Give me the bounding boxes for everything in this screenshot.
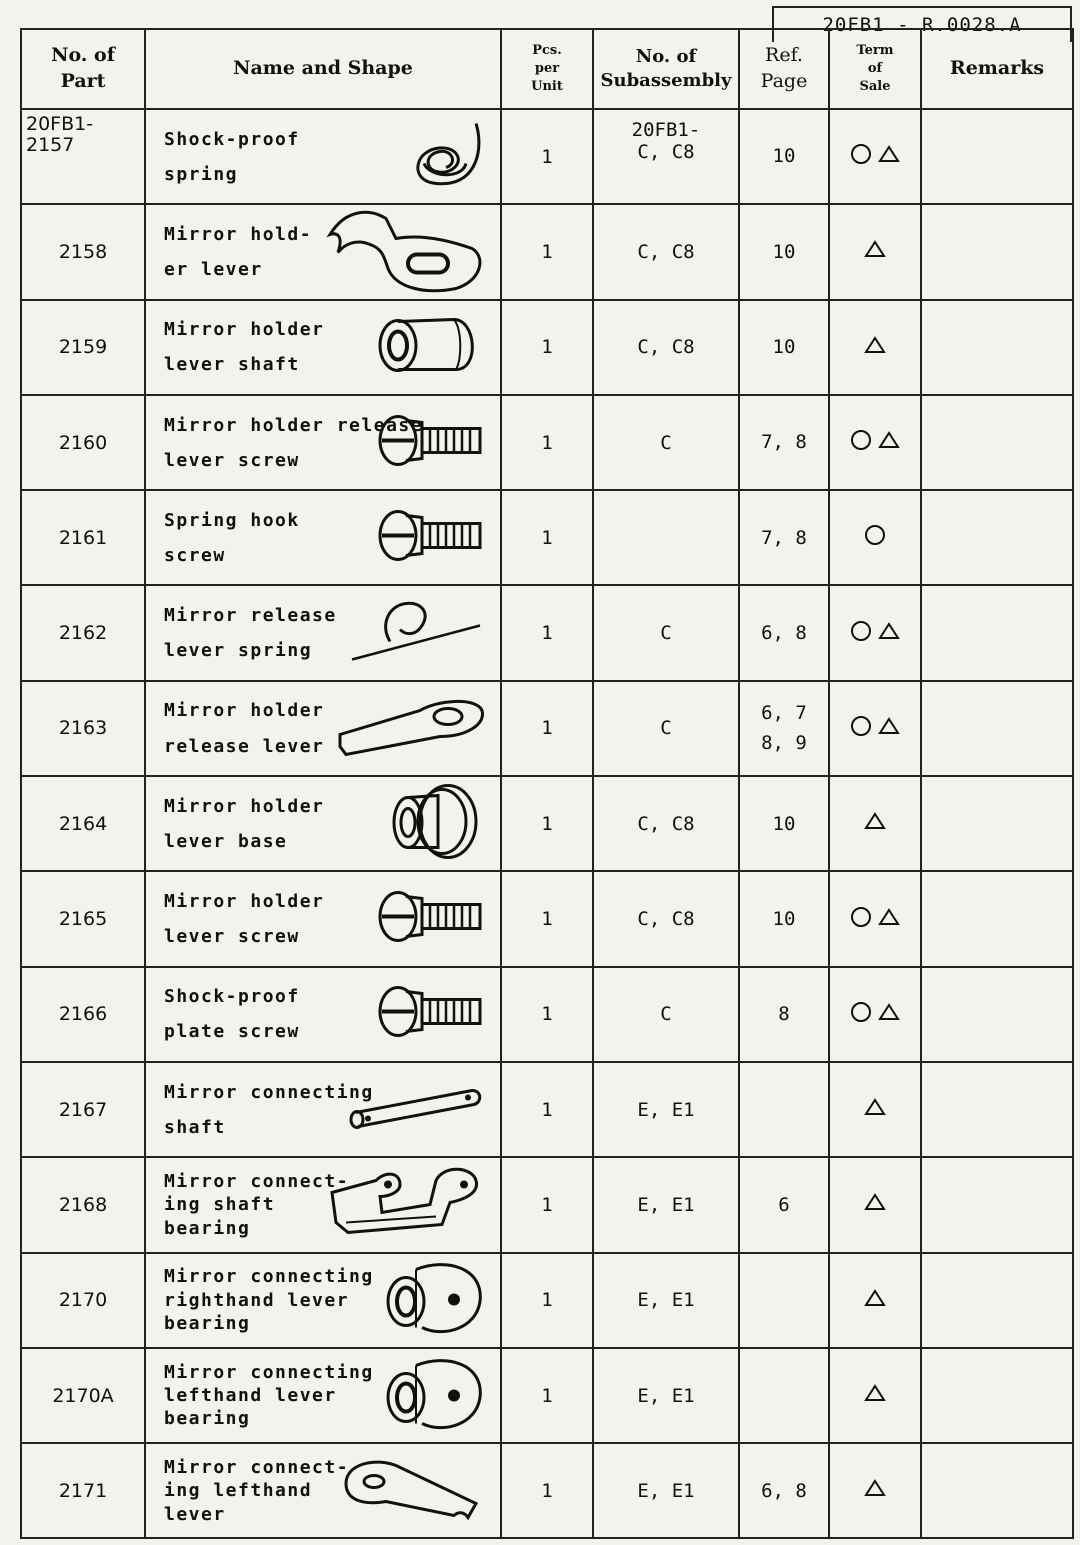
remarks [921,1062,1073,1157]
subassembly: C, C8 [593,300,739,395]
bearing-icon [376,1353,486,1438]
term-triangle-icon [878,144,900,169]
term-triangle-icon [878,430,900,455]
document-code: 20FB1 - R.0028.A [772,6,1072,42]
part-name: Mirror connecting lefthand lever bearing [164,1361,374,1430]
subassembly: C, C8 [593,204,739,299]
part-number: 2170 [21,1253,145,1348]
term-of-sale [829,395,921,490]
part-number: 2164 [21,776,145,871]
remarks [921,490,1073,585]
ref-page: 10 [739,776,829,871]
ref-page: 7, 8 [739,490,829,585]
part-number: 20FB1- 2157 [21,109,145,204]
pieces-per-unit: 1 [501,1157,593,1252]
term-of-sale [829,871,921,966]
base-icon [386,781,486,866]
pieces-per-unit: 1 [501,395,593,490]
table-row [21,395,1073,490]
pieces-per-unit: 1 [501,585,593,680]
part-number: 2168 [21,1157,145,1252]
pieces-per-unit: 1 [501,967,593,1062]
remarks [921,871,1073,966]
part-name-shape [145,871,501,966]
part-name-shape [145,1157,501,1252]
pieces-per-unit: 1 [501,1062,593,1157]
remarks [921,1253,1073,1348]
subassembly: E, E1 [593,1443,739,1538]
table-row [21,1443,1073,1538]
part-name: Mirror connect- ing lefthand lever [164,1456,350,1525]
term-triangle-icon [864,811,886,836]
parts-table [20,28,1074,1539]
table-row [21,1253,1073,1348]
term-of-sale [829,1348,921,1443]
term-of-sale [829,490,921,585]
table-row [21,1348,1073,1443]
ref-page: 10 [739,109,829,204]
ref-page: 10 [739,204,829,299]
part-number: 2159 [21,300,145,395]
part-name-shape [145,490,501,585]
part-name: Mirror connecting righthand lever bearing [164,1266,374,1334]
remarks [921,1157,1073,1252]
term-of-sale [829,109,921,204]
part-name: Spring hook screw [164,509,300,566]
pieces-per-unit: 1 [501,871,593,966]
part-name: Mirror release lever spring [164,605,337,662]
ref-page: 7, 8 [739,395,829,490]
pieces-per-unit: 1 [501,1348,593,1443]
subassembly: C [593,585,739,680]
bearing-icon [376,1258,486,1343]
part-name-shape [145,1253,501,1348]
table-row [21,1157,1073,1252]
term-triangle-icon [878,716,900,741]
part-number: 2160 [21,395,145,490]
part-name: Mirror connect- ing shaft bearing [164,1170,350,1239]
screw-icon [376,887,486,952]
part-number: 2158 [21,204,145,299]
part-name: Mirror holder lever shaft [164,319,325,376]
header-term: Term of Sale [829,29,921,109]
header-name: Name and Shape [145,29,501,109]
part-name: Mirror holder release lever screw [164,414,424,471]
table-row [21,204,1073,299]
header-part: No. of Part [21,29,145,109]
part-name: Mirror hold- er lever [164,223,313,280]
term-triangle-icon [864,1097,886,1122]
header-subassembly: No. of Subassembly [593,29,739,109]
term-triangle-icon [864,239,886,264]
ref-page: 8 [739,967,829,1062]
ref-page: 10 [739,871,829,966]
part-number: 2171 [21,1443,145,1538]
pieces-per-unit: 1 [501,776,593,871]
ref-page: 6 [739,1157,829,1252]
wire-spring-icon [346,596,486,671]
term-circle-icon [850,1001,872,1028]
part-name-shape [145,1062,501,1157]
part-number: 2166 [21,967,145,1062]
header-pcs: Pcs. per Unit [501,29,593,109]
term-triangle-icon [878,1002,900,1027]
pieces-per-unit: 1 [501,1253,593,1348]
lever-icon [326,204,486,299]
part-name: Mirror holder lever screw [164,890,325,948]
remarks [921,776,1073,871]
screw-icon [376,982,486,1047]
screw-icon [376,505,486,570]
term-triangle-icon [878,907,900,932]
shaft-icon [376,310,486,385]
subassembly: E, E1 [593,1253,739,1348]
term-of-sale [829,300,921,395]
term-circle-icon [850,906,872,933]
ref-page: 10 [739,300,829,395]
term-triangle-icon [864,1288,886,1313]
subassembly: C [593,967,739,1062]
ref-page [739,1253,829,1348]
remarks [921,967,1073,1062]
term-of-sale [829,585,921,680]
part-number: 2167 [21,1062,145,1157]
term-triangle-icon [864,1383,886,1408]
term-of-sale [829,1443,921,1538]
remarks [921,585,1073,680]
remarks [921,1348,1073,1443]
screw-icon [376,410,486,475]
part-name-shape [145,395,501,490]
part-number: 2161 [21,490,145,585]
table-row [21,1062,1073,1157]
term-of-sale [829,967,921,1062]
part-name-shape [145,109,501,204]
remarks [921,204,1073,299]
part-name-shape [145,681,501,776]
part-name-shape [145,204,501,299]
rod-icon [346,1082,486,1137]
term-triangle-icon [864,335,886,360]
ref-page [739,1348,829,1443]
part-name-shape [145,967,501,1062]
remarks [921,109,1073,204]
remarks [921,681,1073,776]
term-of-sale [829,1062,921,1157]
ref-page: 6, 7 8, 9 [739,681,829,776]
subassembly: C, C8 [593,776,739,871]
part-name: Shock-proof spring [164,128,300,185]
part-name-shape [145,585,501,680]
pieces-per-unit: 1 [501,300,593,395]
part-name-shape [145,300,501,395]
ref-page: 6, 8 [739,1443,829,1538]
term-circle-icon [850,143,872,170]
pieces-per-unit: 1 [501,490,593,585]
part-number: 2170A [21,1348,145,1443]
pieces-per-unit: 1 [501,1443,593,1538]
term-of-sale [829,1157,921,1252]
term-circle-icon [850,620,872,647]
part-number: 2165 [21,871,145,966]
subassembly: E, E1 [593,1157,739,1252]
part-name: Shock-proof plate screw [164,986,300,1043]
spring-icon [406,119,486,194]
table-row [21,490,1073,585]
term-circle-icon [850,715,872,742]
remarks [921,395,1073,490]
table-row [21,109,1073,204]
part-number: 2163 [21,681,145,776]
subassembly: E, E1 [593,1348,739,1443]
subassembly: C, C8 [593,871,739,966]
part-name-shape [145,1348,501,1443]
term-of-sale [829,681,921,776]
ref-page [739,1062,829,1157]
header-row [21,29,1073,109]
header-ref: Ref. Page [739,29,829,109]
part-name-shape [145,776,501,871]
subassembly: E, E1 [593,1062,739,1157]
pieces-per-unit: 1 [501,109,593,204]
pieces-per-unit: 1 [501,204,593,299]
subassembly: 20FB1- C, C8 [593,109,739,204]
term-of-sale [829,1253,921,1348]
subassembly: C [593,395,739,490]
term-triangle-icon [864,1192,886,1217]
part-name-shape [145,1443,501,1538]
table-row [21,776,1073,871]
part-number: 2162 [21,585,145,680]
ref-page: 6, 8 [739,585,829,680]
remarks [921,300,1073,395]
part-name: Mirror holder release lever [164,700,325,757]
table-row [21,300,1073,395]
term-of-sale [829,204,921,299]
term-circle-icon [850,429,872,456]
subassembly: C [593,681,739,776]
table-row [21,871,1073,966]
table-row [21,585,1073,680]
part-name: Mirror connecting shaft [164,1081,374,1138]
remarks [921,1443,1073,1538]
term-triangle-icon [878,621,900,646]
term-circle-icon [864,524,886,551]
flat-lever-icon [336,691,486,766]
term-of-sale [829,776,921,871]
hook-lever-icon [336,1453,486,1528]
table-row [21,681,1073,776]
pieces-per-unit: 1 [501,681,593,776]
part-name: Mirror holder lever base [164,795,325,852]
table-row [21,967,1073,1062]
bracket-icon [326,1162,486,1247]
term-triangle-icon [864,1478,886,1503]
subassembly [593,490,739,585]
header-remarks: Remarks [921,29,1073,109]
